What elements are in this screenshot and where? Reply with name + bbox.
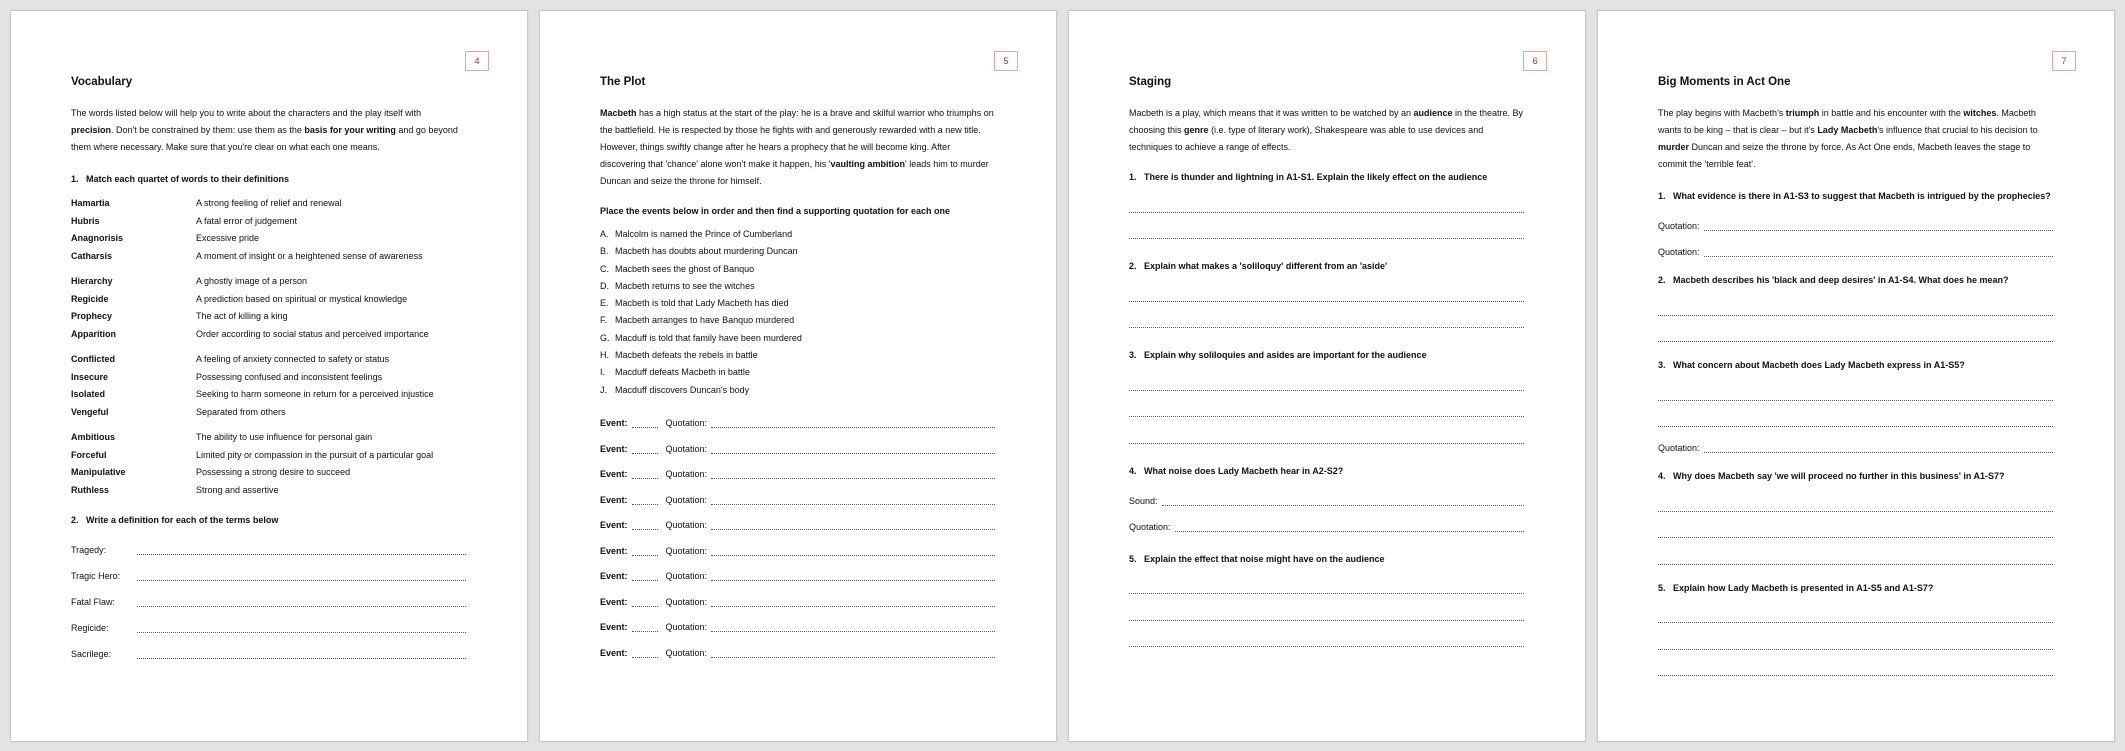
vocab-row (71, 351, 466, 369)
vocab-row (71, 273, 466, 291)
page-content (71, 73, 466, 659)
answer-line[interactable] (1658, 597, 2053, 624)
question-number: 4. (1129, 465, 1137, 476)
event-letter: D. (600, 280, 609, 291)
paragraph-text: 's influence that crucial to his decision to (1877, 125, 2038, 135)
field-label: Regicide: (71, 623, 109, 633)
event-text: Macbeth sees the ghost of Banquo (615, 263, 755, 274)
emphasis-text: Lady Macbeth (1817, 125, 1878, 135)
answer-line[interactable] (1658, 485, 2053, 512)
quotation-label: Quotation: (665, 622, 708, 633)
paragraph-text: Macbeth is a play, which means that it was written to be watched by an (1129, 108, 1414, 118)
vocab-definition: Separated from others (196, 406, 286, 417)
instruction: Place the events below in order and then find a supporting quotation for each one (600, 206, 951, 216)
question-number: 1. (1658, 191, 1666, 201)
quotation-field[interactable] (711, 645, 995, 658)
answer-label: Quotation: (1129, 521, 1171, 532)
answer-line[interactable] (1129, 364, 1524, 391)
paragraph-text: . Macbeth wants to be king – that is clear – but it's (1658, 108, 2036, 135)
event-label: Event: (600, 469, 628, 480)
question-text: Explain why soliloquies and asides are important for the audience (1144, 350, 1427, 360)
answer-line[interactable] (1129, 302, 1524, 329)
vocab-term: Insecure (71, 371, 109, 382)
event-answer-row (600, 428, 995, 454)
vocab-row (71, 213, 466, 231)
question-text: Explain how Lady Macbeth is presented in A1-S5 and A1-S7? (1673, 582, 1934, 593)
answer-line[interactable] (1658, 650, 2053, 677)
event-order-field[interactable] (632, 621, 658, 632)
labelled-answer (1129, 506, 1524, 532)
vocab-definition: A ghostly image of a person (196, 276, 308, 286)
answer-line[interactable] (1129, 568, 1524, 595)
answer-line[interactable] (1704, 244, 2053, 257)
page-content (1129, 73, 1524, 647)
definition-field (71, 581, 466, 607)
quotation-label: Quotation: (665, 520, 708, 531)
vocab-definition: Order according to social status and perceived importance (196, 328, 429, 339)
vocab-definition: The ability to use influence for personal gain (196, 432, 373, 442)
vocab-row (71, 404, 466, 422)
question-text: Explain what makes a 'soliloquy' different from an 'aside' (1144, 261, 1388, 271)
question-number: 2. (71, 515, 79, 525)
event-letter: H. (600, 350, 609, 361)
field-label: Tragedy: (71, 545, 107, 555)
field-label: Tragic Hero: (71, 571, 121, 581)
paragraph-text: has a high status at the start of the play: he is a brave and skilful warrior who triumphs on the battlefield. He is respected by those he fights with and generously rewarded with a new title. However, things swiftly change after he hears a prophecy that he will become king. After discovering that 'chance' alone won't make it happen, his ' (600, 108, 994, 169)
intro-paragraph (71, 105, 466, 156)
emphasis-text: witches (1963, 108, 1997, 118)
page-number: 6 (1523, 51, 1547, 71)
quotation-field[interactable] (711, 441, 995, 454)
vocab-term: Forceful (71, 449, 107, 460)
question-number: 3. (1658, 360, 1666, 370)
answer-line[interactable] (1704, 218, 2053, 231)
page-title: Big Moments in Act One (1658, 76, 1791, 88)
vocab-definition: Possessing confused and inconsistent feelings (196, 371, 383, 382)
question-text: Match each quartet of words to their definitions (86, 174, 290, 184)
spacer (1129, 328, 1524, 346)
event-letter: J. (600, 384, 608, 395)
question-number: 1. (1129, 172, 1137, 182)
answer-line[interactable] (137, 646, 466, 659)
question-1 (71, 170, 466, 188)
answer-line[interactable] (1129, 186, 1524, 213)
definition-fields (71, 529, 466, 659)
quotation-label: Quotation: (665, 647, 708, 658)
event-label: Event: (600, 647, 628, 658)
vocab-definition: A fatal error of judgement (196, 215, 298, 226)
event-label: Event: (600, 622, 628, 633)
vocab-row (71, 195, 466, 213)
event-order-field[interactable] (632, 417, 658, 428)
vocab-definition: Seeking to harm someone in return for a perceived injustice (196, 389, 434, 399)
vocab-definition: A feeling of anxiety connected to safety or status (196, 354, 390, 364)
event-item (600, 312, 995, 329)
vocab-row (71, 447, 466, 465)
event-item (600, 347, 995, 364)
event-answer-rows (600, 403, 995, 658)
page-title: The Plot (600, 76, 646, 88)
page-content (1658, 73, 2053, 676)
event-answer-row (600, 479, 995, 505)
quotation-label: Quotation: (665, 596, 708, 607)
answer-line[interactable] (1658, 374, 2053, 401)
group-spacer (71, 265, 466, 273)
answer-line[interactable] (1658, 512, 2053, 539)
event-label: Event: (600, 596, 628, 607)
vocab-definition: Strong and assertive (196, 484, 279, 495)
quotation-field[interactable] (711, 492, 995, 505)
event-order-field[interactable] (632, 519, 658, 530)
quotation-label: Quotation: (665, 571, 708, 582)
answer-line[interactable] (1129, 417, 1524, 444)
event-letter: C. (600, 263, 609, 274)
event-letter: E. (600, 298, 609, 309)
paragraph-text: (i.e. type of literary work), Shakespeare was able to use devices and techniques to achieve a range of effects. (1129, 125, 1484, 152)
event-letter: A. (600, 229, 609, 239)
spacer (1129, 239, 1524, 257)
event-answer-row (600, 454, 995, 480)
answer-line[interactable] (1129, 391, 1524, 418)
questions (1129, 156, 1524, 647)
question-2 (71, 511, 466, 529)
vocab-term: Ruthless (71, 484, 110, 495)
quotation-field[interactable] (711, 594, 995, 607)
spacer (1129, 156, 1524, 168)
emphasis-text: audience (1413, 108, 1453, 118)
vocab-row (71, 308, 466, 326)
question (1658, 467, 2053, 485)
intro-paragraph (1129, 105, 1524, 156)
event-text: Macbeth has doubts about murdering Duncan (615, 246, 798, 257)
spacer (1658, 342, 2053, 356)
paragraph-text: in battle and his encounter with the (1819, 108, 1964, 118)
question (1658, 579, 2053, 597)
vocab-term: Catharsis (71, 250, 113, 261)
emphasis-text: Macbeth (600, 108, 637, 118)
field-label: Fatal Flaw: (71, 597, 116, 607)
vocab-term: Prophecy (71, 311, 113, 321)
event-order-field[interactable] (632, 545, 658, 556)
vocab-row (71, 482, 466, 500)
event-text: Macbeth defeats the rebels in battle (615, 350, 758, 361)
event-item (600, 278, 995, 295)
paragraph-text: ' leads him to murder Duncan and seize the throne for himself. (600, 159, 989, 186)
paragraph-text: and go beyond them where necessary. Make sure that you're clear on what each one means. (71, 125, 458, 152)
event-letter: I. (600, 367, 606, 378)
question-number: 1. (71, 174, 79, 184)
page-number: 4 (465, 51, 489, 71)
paragraph-text: The words listed below will help you to write about the characters and the play itself with (71, 108, 422, 118)
answer-line[interactable] (1175, 519, 1524, 532)
answer-line[interactable] (1658, 289, 2053, 316)
question-number: 5. (1129, 553, 1137, 564)
question-text: What concern about Macbeth does Lady Macbeth express in A1-S5? (1673, 360, 1965, 370)
event-order-field[interactable] (632, 443, 658, 454)
question-text: Macbeth describes his 'black and deep desires' in A1-S4. What does he mean? (1673, 275, 2009, 285)
labelled-answer (1658, 427, 2053, 453)
spacer (1658, 173, 2053, 187)
vocab-groups (71, 195, 466, 499)
answer-label: Quotation: (1658, 247, 1700, 257)
spacer (1658, 257, 2053, 271)
vocab-term: Ambitious (71, 432, 115, 442)
event-answer-row (600, 607, 995, 633)
spacer (1658, 453, 2053, 467)
vocab-term: Vengeful (71, 406, 109, 417)
quotation-field[interactable] (711, 415, 995, 428)
vocab-row (71, 369, 466, 387)
answer-line[interactable] (1129, 621, 1524, 648)
spacer (1658, 565, 2053, 579)
answer-line[interactable] (1129, 213, 1524, 240)
event-label: Event: (600, 418, 628, 429)
vocab-definition: Limited pity or compassion in the pursuit of a particular goal (196, 449, 434, 460)
quotation-field[interactable] (711, 619, 995, 632)
event-order-field[interactable] (632, 647, 658, 658)
emphasis-text: vaulting ambition (830, 159, 906, 169)
vocab-definition: Possessing a strong desire to succeed (196, 467, 351, 477)
event-text: Macbeth is told that Lady Macbeth has died (615, 298, 789, 309)
vocab-term: Hubris (71, 215, 100, 226)
quotation-label: Quotation: (665, 469, 708, 480)
quotation-label: Quotation: (665, 494, 708, 505)
definition-field (71, 633, 466, 659)
event-text: Macbeth returns to see the witches (615, 280, 755, 291)
answer-label: Sound: (1129, 495, 1158, 506)
page-5 (539, 10, 1057, 742)
vocab-term: Regicide (71, 293, 109, 304)
event-order-field[interactable] (632, 494, 658, 505)
definition-field (71, 607, 466, 633)
spacer (1129, 532, 1524, 550)
field-label: Sacrilege: (71, 649, 112, 659)
question (1129, 462, 1524, 480)
question (1658, 356, 2053, 374)
intro-paragraph (1658, 105, 2053, 173)
event-order-field[interactable] (632, 596, 658, 607)
vocab-row (71, 230, 466, 248)
event-item (600, 382, 995, 399)
quotation-field[interactable] (711, 517, 995, 530)
page-title: Staging (1129, 76, 1172, 88)
labelled-answer (1658, 205, 2053, 231)
page-content (600, 73, 995, 658)
vocab-term: Anagnorisis (71, 233, 124, 243)
event-answer-row (600, 505, 995, 531)
vocab-term: Hierarchy (71, 276, 113, 286)
quotation-field[interactable] (711, 543, 995, 556)
event-label: Event: (600, 520, 628, 531)
answer-label: Quotation: (1658, 221, 1700, 231)
quotation-label: Quotation: (665, 418, 708, 429)
vocab-term: Isolated (71, 389, 106, 399)
event-text: Macduff discovers Duncan's body (615, 384, 750, 395)
question-number: 2. (1129, 261, 1137, 271)
emphasis-text: murder (1658, 142, 1690, 152)
event-order-field[interactable] (632, 570, 658, 581)
question (1129, 257, 1524, 275)
event-answer-row (600, 556, 995, 582)
vocab-term: Conflicted (71, 354, 115, 364)
event-letter: F. (600, 315, 608, 326)
event-answer-row (600, 403, 995, 429)
vocab-term: Apparition (71, 328, 116, 339)
event-item (600, 295, 995, 312)
answer-line[interactable] (1129, 594, 1524, 621)
question (1658, 187, 2053, 205)
emphasis-text: precision (71, 125, 112, 135)
spacer (1129, 444, 1524, 462)
event-answer-row (600, 530, 995, 556)
vocab-term: Manipulative (71, 467, 126, 477)
paragraph-text: in the theatre. By choosing this (1129, 108, 1524, 135)
event-label: Event: (600, 494, 628, 505)
event-text: Macduff is told that family have been murdered (615, 332, 802, 343)
vocab-definition: Excessive pride (196, 233, 260, 243)
vocab-row (71, 464, 466, 482)
page-4 (10, 10, 528, 742)
question (1129, 346, 1524, 364)
event-text: Macduff defeats Macbeth in battle (615, 367, 750, 378)
event-item (600, 243, 995, 260)
vocab-definition: A prediction based on spiritual or mystical knowledge (196, 293, 408, 304)
event-item (600, 364, 995, 381)
event-letter: B. (600, 246, 609, 257)
event-label: Event: (600, 443, 628, 454)
page-number: 5 (994, 51, 1018, 71)
question (1129, 550, 1524, 568)
definition-field (71, 529, 466, 555)
answer-line[interactable] (1129, 275, 1524, 302)
answer-line[interactable] (1704, 440, 2053, 453)
answer-line[interactable] (1658, 623, 2053, 650)
answer-line[interactable] (1658, 316, 2053, 343)
vocab-term: Hamartia (71, 198, 110, 208)
vocab-row (71, 291, 466, 309)
event-item (600, 330, 995, 347)
answer-label: Quotation: (1658, 443, 1700, 453)
vocab-row (71, 386, 466, 404)
question-text: Explain the effect that noise might have on the audience (1144, 553, 1385, 564)
question-number: 3. (1129, 350, 1137, 360)
event-text: Malcolm is named the Prince of Cumberland (615, 229, 793, 239)
event-answer-row (600, 632, 995, 658)
emphasis-text: triumph (1785, 108, 1820, 118)
event-order-field[interactable] (632, 468, 658, 479)
question (1129, 168, 1524, 186)
question-text: What noise does Lady Macbeth hear in A2-S2? (1144, 465, 1344, 476)
emphasis-text: genre (1184, 125, 1209, 135)
quotation-label: Quotation: (665, 443, 708, 454)
page-7 (1597, 10, 2115, 742)
quotation-field[interactable] (711, 466, 995, 479)
definition-field (71, 555, 466, 581)
emphasis-text: basis for your writing (304, 125, 396, 135)
paragraph-text: The play begins with Macbeth's (1658, 108, 1786, 118)
event-item (600, 261, 995, 278)
event-label: Event: (600, 571, 628, 582)
answer-line[interactable] (1162, 493, 1524, 506)
answer-line[interactable] (1658, 538, 2053, 565)
event-label: Event: (600, 545, 628, 556)
group-spacer (71, 343, 466, 351)
answer-line[interactable] (137, 542, 466, 555)
quotation-field[interactable] (711, 568, 995, 581)
answer-line[interactable] (137, 594, 466, 607)
answer-line[interactable] (137, 620, 466, 633)
question-text: There is thunder and lightning in A1-S1. Explain the likely effect on the audience (1144, 172, 1488, 182)
event-answer-row (600, 581, 995, 607)
questions (1658, 173, 2053, 676)
page-number: 7 (2052, 51, 2076, 71)
quotation-label: Quotation: (665, 545, 708, 556)
question-text: Write a definition for each of the terms below (86, 515, 279, 525)
event-letter: G. (600, 332, 610, 343)
vocab-row (71, 326, 466, 344)
vocab-definition: A strong feeling of relief and renewal (196, 198, 342, 208)
paragraph-text: Duncan and seize the throne by force. As Act One ends, Macbeth leaves the stage to commit the 'terrible feat'. (1658, 142, 2031, 169)
vocab-definition: The act of killing a king (196, 311, 288, 321)
event-item (600, 226, 995, 243)
answer-line[interactable] (1658, 401, 2053, 428)
intro-paragraph (600, 105, 995, 190)
question-number: 2. (1658, 275, 1666, 285)
page-6 (1068, 10, 1586, 742)
answer-line[interactable] (137, 568, 466, 581)
question-text: What evidence is there in A1-S3 to suggest that Macbeth is intrigued by the prophecies? (1673, 191, 2051, 201)
labelled-answer (1129, 480, 1524, 506)
labelled-answer (1658, 231, 2053, 257)
question-text: Why does Macbeth say 'we will proceed no further in this business' in A1-S7? (1673, 471, 2005, 481)
question-number: 5. (1658, 582, 1666, 593)
question (1658, 271, 2053, 289)
group-spacer (71, 421, 466, 429)
vocab-row (71, 248, 466, 266)
page-title: Vocabulary (71, 76, 133, 88)
event-text: Macbeth arranges to have Banquo murdered (615, 315, 795, 326)
event-list (600, 226, 995, 399)
vocab-definition: A moment of insight or a heightened sense of awareness (196, 250, 423, 261)
question-number: 4. (1658, 471, 1666, 481)
vocab-row (71, 429, 466, 447)
paragraph-text: . Don't be constrained by them: use them as the (111, 125, 305, 135)
